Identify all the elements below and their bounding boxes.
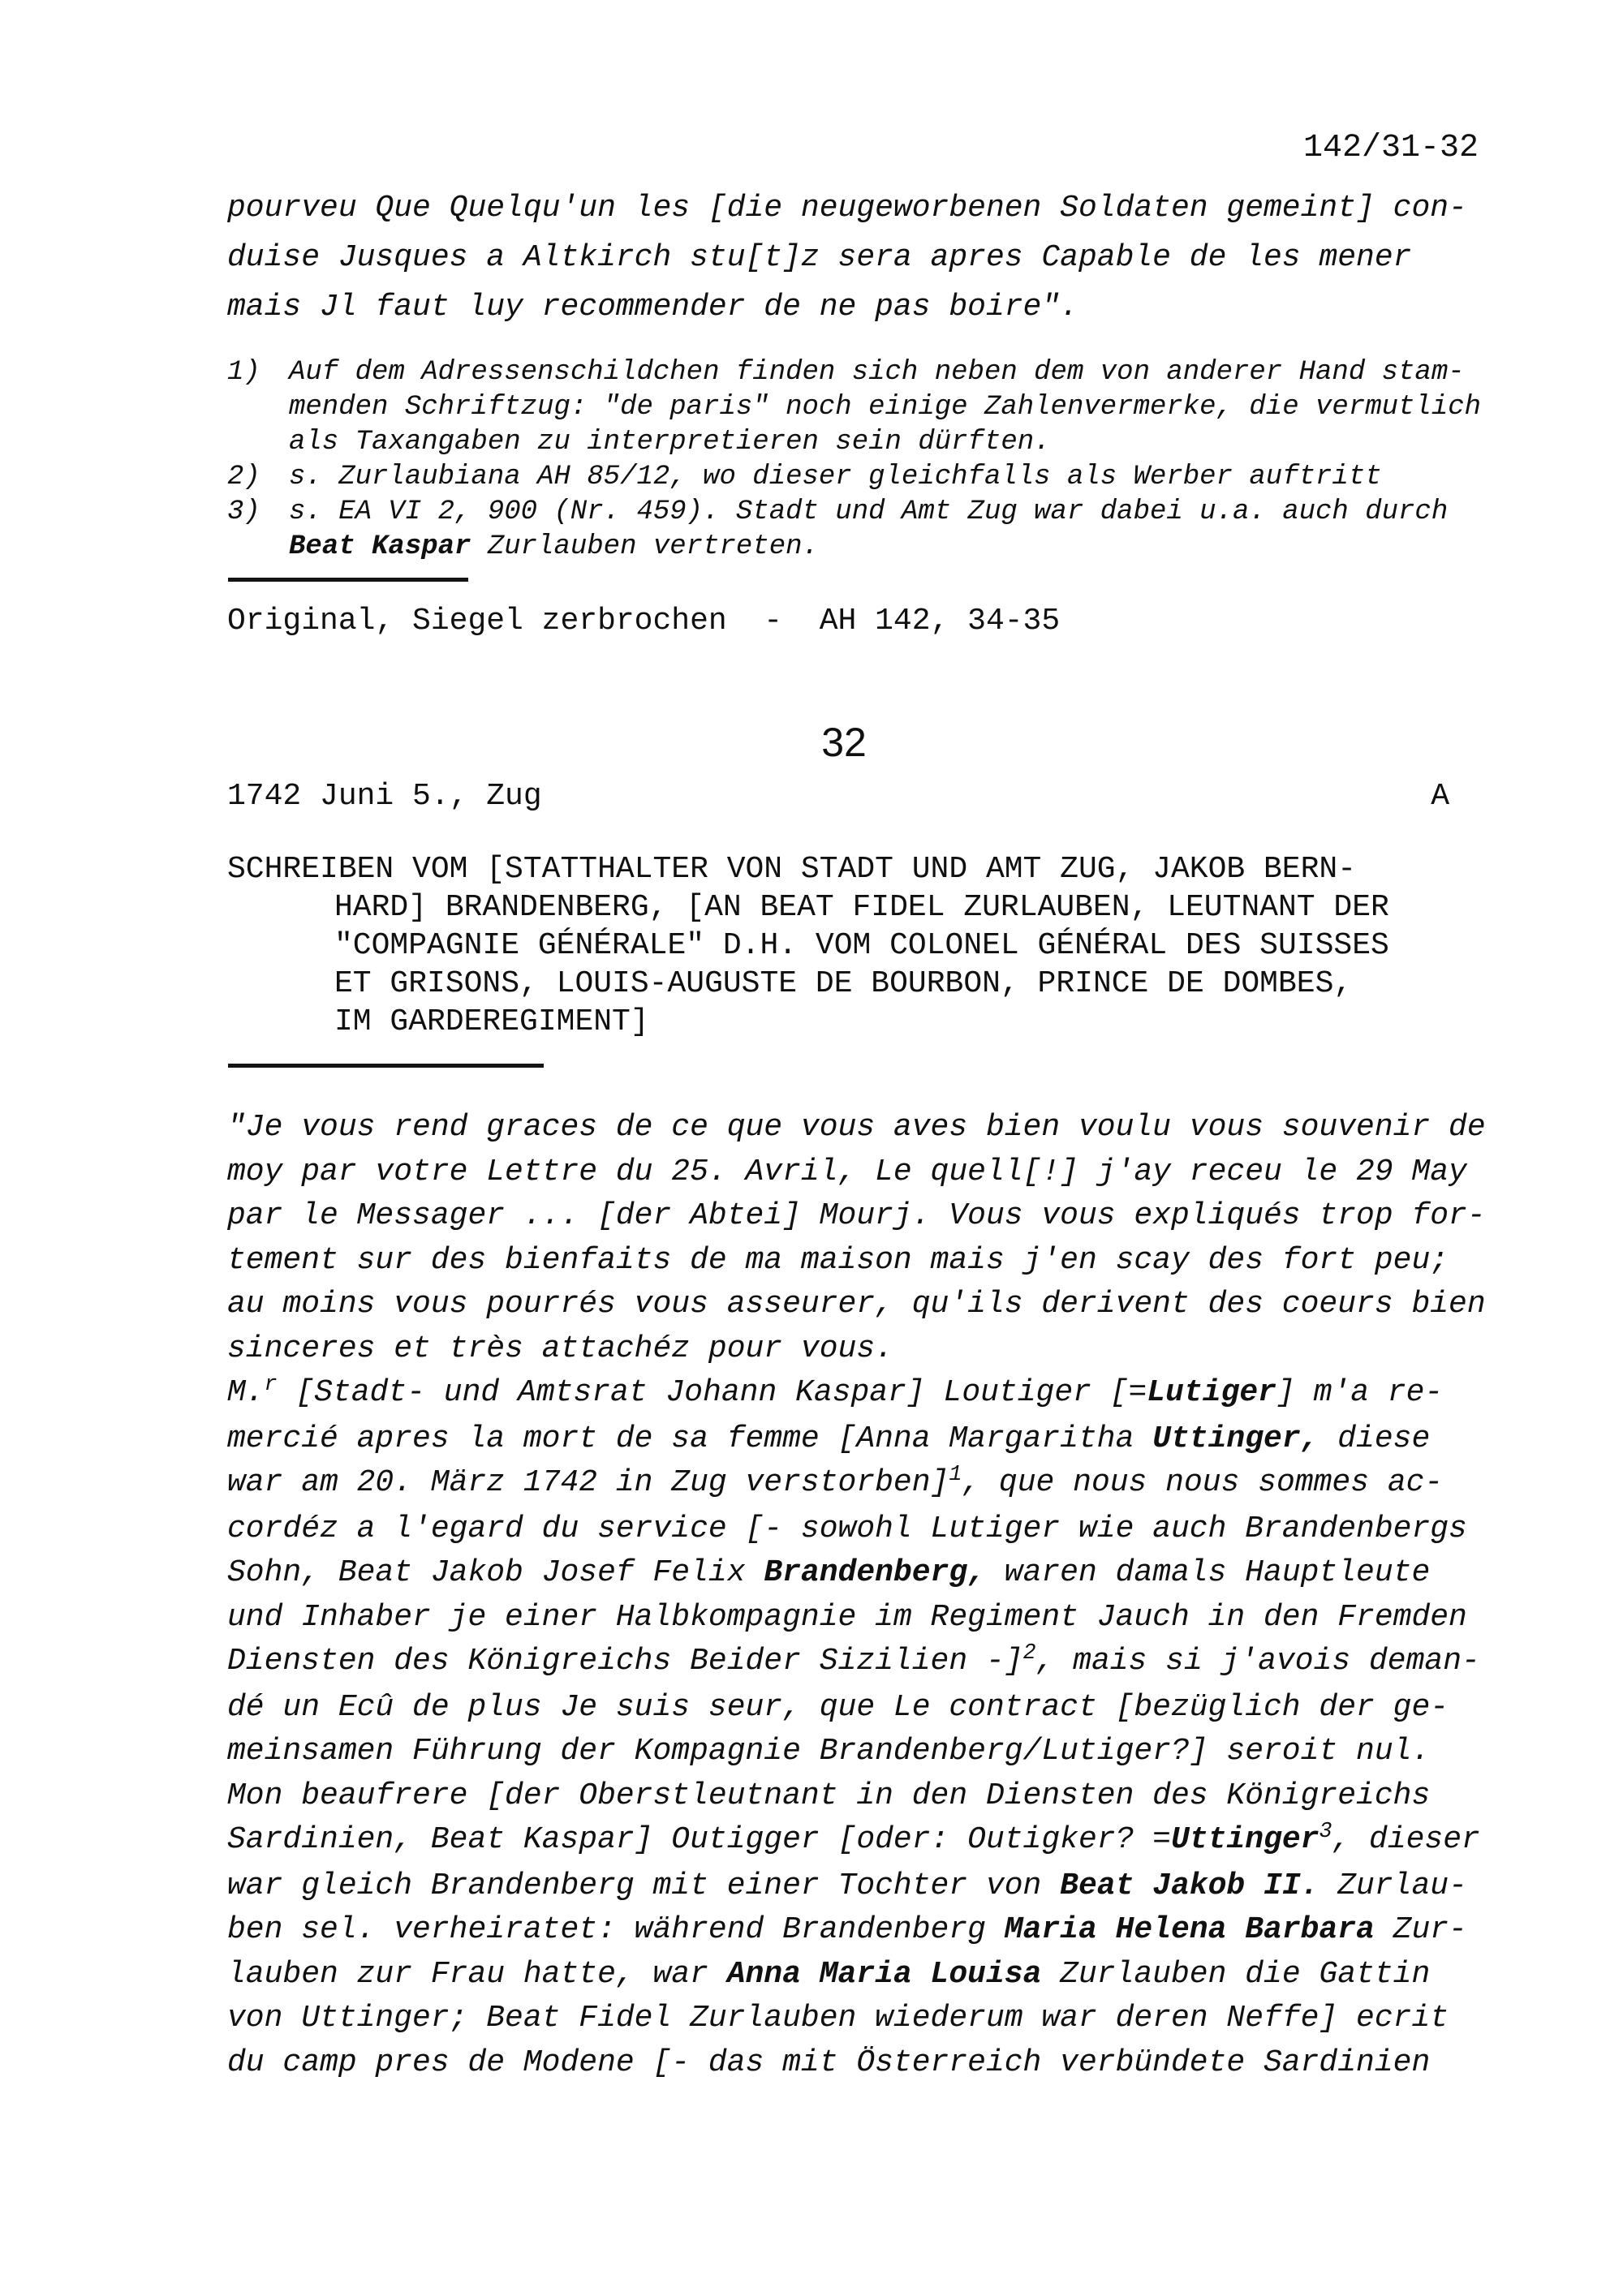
text-line: tement sur des bienfaits de ma maison mais j'en scay des fort peu; [227,1242,1449,1278]
text-line: M.$^r$ [Stadt- und Amtsrat Johann Kaspar] Loutiger [=Lutiger] m'a re- [227,1372,1444,1410]
text-line: IM GARDEREGIMENT] [334,1004,649,1039]
letter-body [227,1106,1486,2085]
footnotes-block [227,355,1481,565]
text-line: dé un Ecû de plus Je suis seur, que Le contract [bezüglich der ge- [227,1689,1449,1725]
text-line: s. Zurlaubiana AH 85/12, wo dieser gleichfalls als Werber auftritt [289,462,1382,492]
text-line: pourveu Que Quelqu'un les [die neugeworbenen Soldaten gemeint] con- [227,191,1467,226]
text-line: "Je vous rend graces de ce que vous aves bien voulu vous souvenir de [227,1110,1486,1145]
regest-heading [227,850,1389,1041]
text-line: au moins vous pourrés vous asseurer, qu'ils derivent des coeurs bien [227,1287,1486,1322]
footnote-text [289,355,1481,460]
text-line: lauben zur Frau hatte, war Anna Maria Louisa Zurlauben die Gattin [227,1956,1431,1992]
text-line: ET GRISONS, LOUIS-AUGUSTE DE BOURBON, PRINCE DE DOMBES, [334,966,1353,1001]
footnote [227,460,1481,495]
text-line: cordéz a l'egard du service [- sowohl Lutiger wie auch Brandenbergs [227,1511,1467,1546]
entry-date: 1742 Juni 5., Zug [227,779,542,814]
footnote-text [289,495,1481,565]
text-line: Beat Kaspar Zurlauben vertreten. [289,531,819,562]
text-line: als Taxangaben zu interpretieren sein dürften. [289,427,1051,458]
source-line: Original, Siegel zerbrochen - AH 142, 34-35 [227,604,1061,638]
text-line: Sardinien, Beat Kaspar] Outigger [oder: Outigker? =Uttinger$^3$, dieser [227,1819,1480,1857]
text-line: duise Jusques a Altkirch stu[t]z sera apres Capable de les mener [227,240,1412,275]
text-line: par le Messager ... [der Abtei] Mourj. Vous vous expliqués trop for- [227,1198,1486,1233]
quoted-letter-continuation [227,183,1467,332]
separator-rule [228,578,468,582]
text-line: war gleich Brandenberg mit einer Tochter von Beat Jakob II. Zurlau- [227,1868,1467,1903]
text-line: Diensten des Königreichs Beider Sizilien -]$^2$, mais si j'avois deman- [227,1640,1480,1679]
footnote-number: 1) [227,357,260,388]
text-line: HARD] BRANDENBERG, [AN BEAT FIDEL ZURLAUBEN, LEUTNANT DER [334,890,1389,925]
entry-marker: A [1431,779,1449,814]
page-reference: 142/31-32 [1302,130,1479,166]
footnote-text [289,460,1481,495]
text-line: menden Schriftzug: "de paris" noch einige Zahlenvermerke, die vermutlich [289,392,1482,423]
footnote [227,495,1481,565]
entry-number: 32 [821,720,867,765]
text-line: ben sel. verheiratet: während Brandenberg Maria Helena Barbara Zur- [227,1912,1467,1947]
text-line: und Inhaber je einer Halbkompagnie im Regiment Jauch in den Fremden [227,1599,1467,1635]
text-line: war am 20. März 1742 in Zug verstorben]$^1$, que nous nous sommes ac- [227,1462,1444,1500]
dateline [227,779,1449,814]
text-line: Auf dem Adressenschildchen finden sich neben dem von anderer Hand stam- [289,357,1465,388]
text-line: "COMPAGNIE GÉNÉRALE" D.H. VOM COLONEL GÉNÉRAL DES SUISSES [334,928,1389,963]
text-line: mercié apres la mort de sa femme [Anna Margaritha Uttinger, diese [227,1421,1431,1456]
footnote [227,355,1481,460]
text-line: Mon beaufrere [der Oberstleutnant in den Diensten des Königreichs [227,1778,1431,1813]
footnote-number: 2) [227,462,260,492]
text-line: von Uttinger; Beat Fidel Zurlauben wiederum war deren Neffe] ecrit [227,2001,1449,2036]
text-line: sinceres et très attachéz pour vous. [227,1331,893,1366]
text-line: meinsamen Führung der Kompagnie Brandenberg/Lutiger?] seroit nul. [227,1734,1431,1769]
text-line: mais Jl faut luy recommender de ne pas boire". [227,290,1078,325]
footnote-number: 3) [227,497,260,527]
text-line: moy par votre Lettre du 25. Avril, Le quell[!] j'ay receu le 29 May [227,1154,1467,1189]
text-line: Sohn, Beat Jakob Josef Felix Brandenberg, waren damals Hauptleute [227,1555,1431,1590]
separator-rule [228,1064,544,1068]
text-line: s. EA VI 2, 900 (Nr. 459). Stadt und Amt Zug war dabei u.a. auch durch [289,497,1449,527]
text-line: du camp pres de Modene [- das mit Österreich verbündete Sardinien [227,2044,1431,2080]
text-line: SCHREIBEN VOM [STATTHALTER VON STADT UND AMT ZUG, JAKOB BERN- [227,852,1357,887]
